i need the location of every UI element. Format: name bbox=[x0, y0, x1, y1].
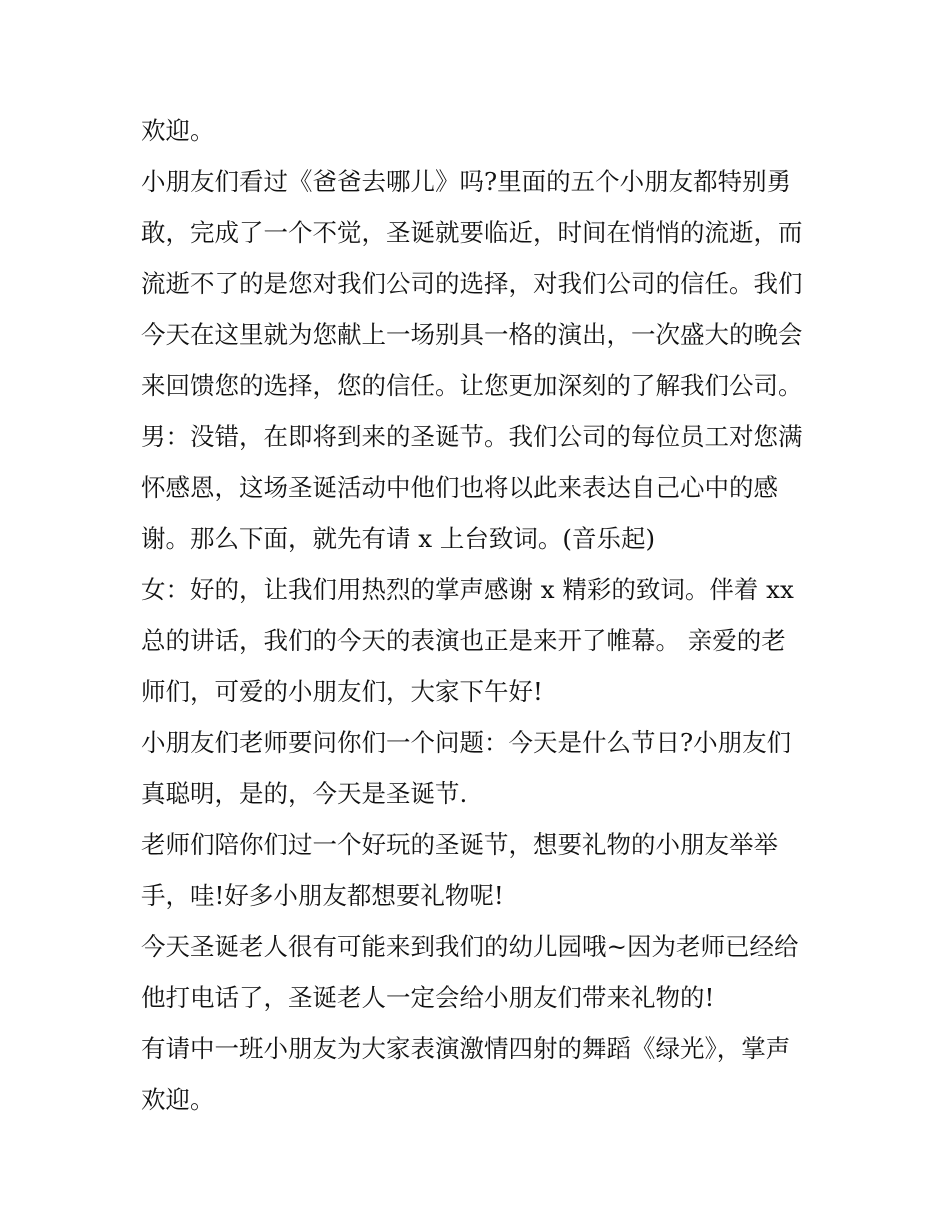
text-line: 今天在这里就为您献上一场别具一格的演出，一次盛大的晚会 bbox=[141, 320, 803, 349]
text-line: 欢迎。 bbox=[141, 1085, 215, 1114]
text-line: 真聪明，是的，今天是圣诞节. bbox=[141, 779, 468, 808]
text-line: 小朋友们老师要问你们一个问题：今天是什么节日?小朋友们 bbox=[141, 728, 792, 757]
text-line: 欢迎。 bbox=[141, 116, 215, 145]
text-line: 谢。那么下面，就先有请 x 上台致词。(音乐起) bbox=[141, 524, 656, 553]
text-line: 怀感恩，这场圣诞活动中他们也将以此来表达自己心中的感 bbox=[141, 473, 778, 502]
text-line: 女：好的，让我们用热烈的掌声感谢 x 精彩的致词。伴着 xx bbox=[141, 575, 794, 604]
text-line: 总的讲话，我们的今天的表演也正是来开了帷幕。 亲爱的老 bbox=[141, 626, 786, 655]
text-line: 流逝不了的是您对我们公司的选择，对我们公司的信任。我们 bbox=[141, 269, 803, 298]
text-line: 敢，完成了一个不觉，圣诞就要临近，时间在悄悄的流逝，而 bbox=[141, 218, 803, 247]
text-line: 老师们陪你们过一个好玩的圣诞节，想要礼物的小朋友举举 bbox=[141, 830, 778, 859]
text-line: 小朋友们看过《爸爸去哪儿》吗?里面的五个小朋友都特别勇 bbox=[141, 167, 792, 196]
text-line: 师们，可爱的小朋友们，大家下午好! bbox=[141, 677, 543, 706]
text-line: 手，哇!好多小朋友都想要礼物呢! bbox=[141, 881, 504, 910]
text-line: 今天圣诞老人很有可能来到我们的幼儿园哦~因为老师已经给 bbox=[141, 932, 799, 961]
text-line: 有请中一班小朋友为大家表演激情四射的舞蹈《绿光》，掌声 bbox=[141, 1034, 791, 1063]
text-line: 来回馈您的选择，您的信任。让您更加深刻的了解我们公司。 bbox=[141, 371, 803, 400]
document-page bbox=[141, 105, 821, 1125]
text-line: 他打电话了，圣诞老人一定会给小朋友们带来礼物的! bbox=[141, 983, 715, 1012]
text-line: 男：没错，在即将到来的圣诞节。我们公司的每位员工对您满 bbox=[141, 422, 803, 451]
